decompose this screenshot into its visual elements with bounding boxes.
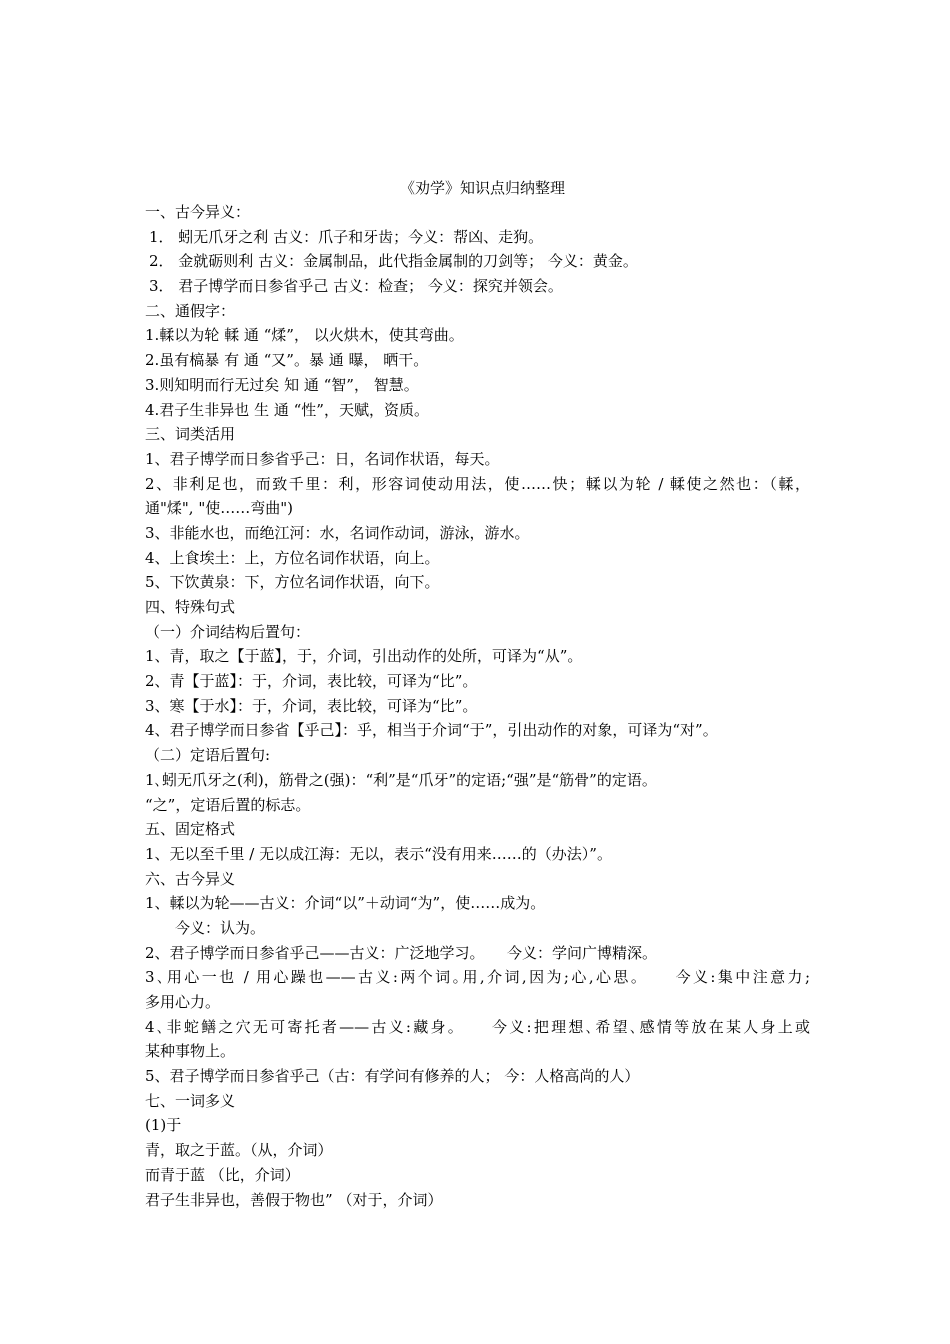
text-line: (1)于 xyxy=(145,1116,182,1135)
text-line: 3.则知明而行无过矣 知 通 “智”， 智慧。 xyxy=(145,375,419,394)
text-line: 4、上食埃土：上，方位名词作状语，向上。 xyxy=(145,548,440,567)
text-line: 1、君子博学而日参省乎己：日，名词作状语，每天。 xyxy=(145,449,500,468)
text-line: 四、特殊句式 xyxy=(145,598,236,616)
text-line: 1、青，取之【于蓝】，于，介词，引出动作的处所，可译为“从”。 xyxy=(145,647,583,666)
text-line: 2． 金就砺则利 古义：金属制品，此代指金属制的刀剑等； 今义：黄金。 xyxy=(149,252,638,271)
text-line: 4.君子生非异也 生 通 “性”，天赋，资质。 xyxy=(145,400,429,419)
text-line: 1.輮以为轮 輮 通 “煣”， 以火烘木，使其弯曲。 xyxy=(145,326,464,345)
text-line: 3． 君子博学而日参省乎己 古义：检查； 今义：探究并领会。 xyxy=(149,277,563,296)
text-line: 六、古今异义 xyxy=(145,869,236,888)
text-line: 1､蚓无爪牙之(利)，筋骨之(强)：“利”是“爪牙”的定语;“强”是“筋骨”的定语。 xyxy=(145,770,657,789)
text-line: 1、輮以为轮——古义：介词“以”＋动词“为”，使……成为。 xyxy=(145,894,546,913)
text-line: 2.虽有槁暴 有 通 “又”。暴 通 曝， 晒干。 xyxy=(145,351,429,370)
document-body xyxy=(145,200,810,1212)
text-line: 一、古今异义： xyxy=(145,203,251,221)
text-line: 4､非蛇鳝之穴无可寄托者——古义:藏身｡ 今义:把理想､希望､感情等放在某人身上或 xyxy=(145,1017,810,1036)
text-line: 3、非能水也，而绝江河：水，名词作动词，游泳，游水。 xyxy=(145,523,530,542)
text-line: 五、固定格式 xyxy=(145,820,236,839)
text-line: 2、非利足也，而致千里：利，形容词使动用法，使……快；輮以为轮 / 輮使之然也：（輮， xyxy=(145,474,810,493)
text-line: 君子生非异也，善假于物也” （对于，介词） xyxy=(145,1190,443,1209)
text-line: 1、无以至千里 / 无以成江海：无以，表示“没有用来……的（办法）”。 xyxy=(145,844,612,863)
text-line: （一）介词结构后置句： xyxy=(145,622,311,641)
text-line: 某种事物上。 xyxy=(145,1042,236,1061)
text-line: 通"煣", "使……弯曲") xyxy=(145,499,293,518)
text-line: 3､用心一也 / 用心躁也——古义:两个词｡用,介词,因为;心,心思｡ 今义:集中注意力; xyxy=(145,968,810,987)
text-line: 2、君子博学而日参省乎己——古义：广泛地学习。 今义：学问广博精深。 xyxy=(145,943,658,962)
text-line: 而青于蓝 （比，介词） xyxy=(145,1165,300,1184)
text-line: 二、通假字： xyxy=(145,301,236,320)
text-line: 今义：认为。 xyxy=(175,918,266,937)
text-line: 七、一词多义 xyxy=(145,1091,236,1110)
text-line: 青，取之于蓝。（从，介词） xyxy=(145,1141,333,1160)
text-line: （二）定语后置句: xyxy=(145,746,271,765)
text-line: 2、青【于蓝】：于，介词，表比较，可译为“比”。 xyxy=(145,672,478,691)
document-page xyxy=(145,176,810,1212)
text-line: 1． 蚓无爪牙之利 古义：爪子和牙齿；今义：帮凶、走狗。 xyxy=(149,227,544,246)
text-line: 4、君子博学而日参省【乎己】：乎，相当于介词“于”，引出动作的对象，可译为“对”。 xyxy=(145,721,718,740)
text-line: 5、下饮黄泉：下，方位名词作状语，向下。 xyxy=(145,573,440,592)
text-line: “之”，定语后置的标志。 xyxy=(145,795,311,814)
text-line: 5、君子博学而日参省乎己（古：有学问有修养的人； 今：人格高尚的人） xyxy=(145,1067,640,1086)
document-title: 《劝学》知识点归纳整理 xyxy=(399,179,565,197)
text-line: 3、寒【于水】：于，介词，表比较，可译为“比”。 xyxy=(145,696,478,715)
text-line: 三、词类活用 xyxy=(145,425,236,444)
text-line: 多用心力。 xyxy=(145,993,221,1011)
